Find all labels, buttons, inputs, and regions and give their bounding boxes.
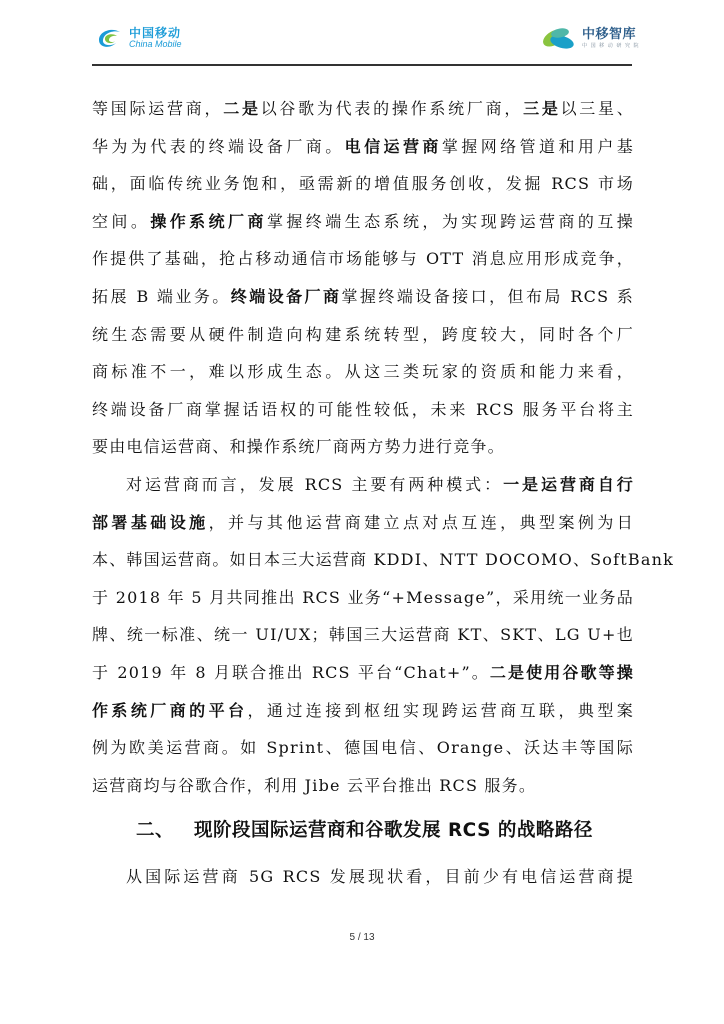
section-number: 二、 bbox=[136, 820, 175, 842]
bold-phrase: 操作系统厂商 bbox=[150, 211, 267, 231]
china-mobile-name-en: China Mobile bbox=[129, 39, 182, 49]
text-line bbox=[92, 466, 634, 504]
text-run: 例为欧美运营商。如 Sprint、德国电信、Orange、沃达丰等国际 bbox=[92, 738, 634, 758]
text-line bbox=[92, 203, 634, 241]
text-line bbox=[92, 767, 634, 805]
text-run: 统生态需要从硬件制造向构建系统转型，跨度较大，同时各个厂 bbox=[92, 324, 634, 344]
text-line bbox=[92, 729, 634, 767]
paragraphs-after-heading bbox=[92, 858, 634, 896]
text-line bbox=[92, 428, 634, 466]
bold-phrase: 一是运营商自行 bbox=[503, 474, 634, 494]
text-run: 于 2019 年 8 月联合推出 RCS 平台“Chat+”。 bbox=[92, 662, 490, 682]
text-run: 掌握终端设备接口，但布局 RCS 系 bbox=[341, 286, 635, 306]
bold-phrase: 终端设备厂商 bbox=[230, 286, 342, 306]
text-run: 要由电信运营商、和操作系统厂商两方势力进行竞争。 bbox=[92, 437, 505, 457]
text-line bbox=[92, 391, 634, 429]
text-run: 华为为代表的终端设备厂商。 bbox=[92, 136, 345, 156]
text-run: 商标准不一，难以形成生态。从这三类玩家的资质和能力来看， bbox=[92, 362, 634, 382]
text-line bbox=[92, 278, 634, 316]
bold-phrase: 二是 bbox=[223, 99, 261, 118]
text-line bbox=[92, 316, 634, 354]
text-line bbox=[92, 240, 634, 278]
bold-phrase: 作系统厂商的平台 bbox=[92, 700, 248, 720]
text-line bbox=[92, 858, 634, 896]
text-line bbox=[92, 616, 634, 654]
china-mobile-logo bbox=[96, 26, 182, 50]
text-run: ，并与其他运营商建立点对点互连，典型案例为日 bbox=[208, 512, 634, 532]
text-run: 对运营商而言，发展 RCS 主要有两种模式： bbox=[126, 474, 504, 494]
text-run: ，通过连接到枢纽实现跨运营商互联，典型案 bbox=[247, 700, 634, 720]
text-line bbox=[92, 504, 634, 542]
text-line bbox=[92, 90, 634, 128]
zhongyi-think-tank-logo bbox=[540, 20, 640, 56]
text-run: 作提供了基础，抢占移动通信市场能够与 OTT 消息应用形成竞争， bbox=[92, 249, 634, 269]
text-run: 终端设备厂商掌握话语权的可能性较低，未来 RCS 服务平台将主 bbox=[92, 399, 634, 419]
text-run: 以谷歌为代表的操作系统厂商， bbox=[260, 99, 524, 118]
think-tank-subtitle: 中 国 移 动 研 究 院 bbox=[582, 42, 640, 49]
bold-phrase: 电信运营商 bbox=[344, 136, 442, 156]
text-line bbox=[92, 579, 634, 617]
text-run: 掌握网络管道和用户基 bbox=[441, 136, 634, 156]
page-header bbox=[0, 0, 724, 72]
text-line bbox=[92, 165, 634, 203]
bold-phrase: 二是使用谷歌等操 bbox=[489, 662, 634, 682]
text-run: 等国际运营商， bbox=[92, 99, 224, 118]
text-run: 础，面临传统业务饱和，亟需新的增值服务创收，发掘 RCS 市场 bbox=[92, 174, 634, 194]
text-run: 以三星、 bbox=[560, 99, 634, 118]
text-run: 空间。 bbox=[92, 211, 151, 231]
text-run: 从国际运营商 5G RCS 发展现状看，目前少有电信运营商提 bbox=[126, 867, 634, 887]
bold-phrase: 部署基础设施 bbox=[92, 512, 209, 532]
bold-phrase: 三是 bbox=[523, 99, 561, 118]
text-line bbox=[92, 654, 634, 692]
header-divider bbox=[92, 64, 632, 66]
text-run: 牌、统一标准、统一 UI/UX；韩国三大运营商 KT、SKT、LG U+也 bbox=[92, 625, 634, 645]
think-tank-leaf-icon bbox=[540, 20, 580, 56]
text-run: 本、韩国运营商。如日本三大运营商 KDDI、NTT DOCOMO、SoftBank bbox=[92, 550, 674, 570]
text-line bbox=[92, 128, 634, 166]
paragraphs bbox=[92, 90, 674, 804]
text-run: 掌握终端生态系统，为实现跨运营商的互操 bbox=[266, 211, 634, 231]
text-run: 运营商均与谷歌合作，利用 Jibe 云平台推出 RCS 服务。 bbox=[92, 775, 537, 795]
text-run: 于 2018 年 5 月共同推出 RCS 业务“+Message”，采用统一业务品 bbox=[92, 587, 634, 607]
document-body bbox=[92, 90, 674, 896]
text-line bbox=[92, 353, 634, 391]
section-title: 现阶段国际运营商和谷歌发展 RCS 的战略路径 bbox=[194, 820, 593, 842]
china-mobile-swirl-icon bbox=[96, 26, 124, 50]
china-mobile-name-cn: 中国移动 bbox=[129, 26, 182, 40]
page-number: 5 / 13 bbox=[349, 932, 375, 943]
think-tank-name: 中移智库 bbox=[582, 26, 637, 42]
text-run: 拓展 B 端业务。 bbox=[92, 286, 231, 306]
section-heading bbox=[92, 804, 634, 858]
text-line bbox=[92, 541, 674, 579]
text-line bbox=[92, 692, 634, 730]
